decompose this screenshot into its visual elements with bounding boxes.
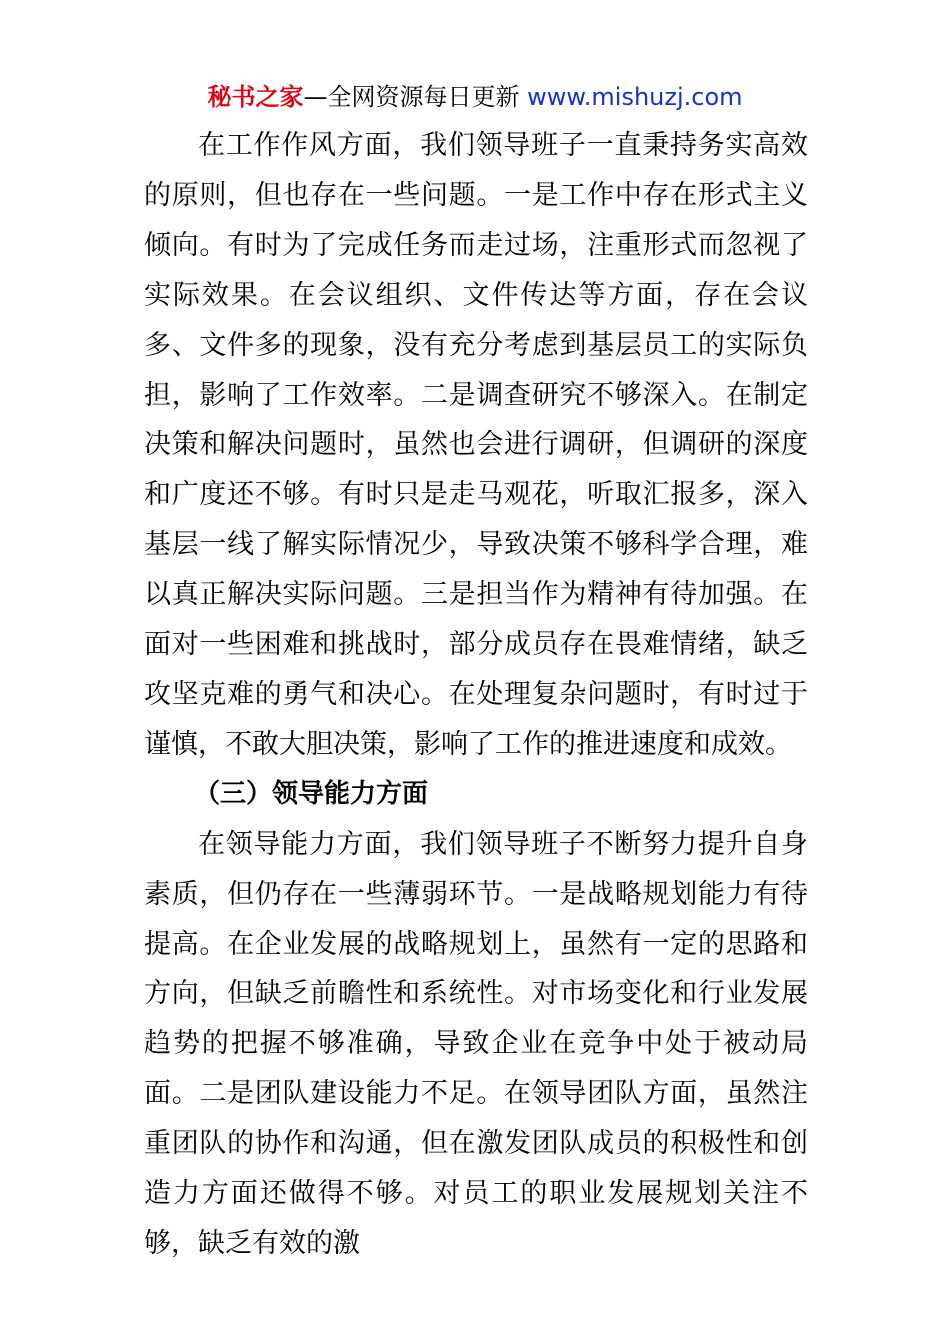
document-body xyxy=(144,121,808,1269)
paragraph-leadership-ability: 在领导能力方面，我们领导班子不断努力提升自身素质，但仍存在一些薄弱环节。一是战略规划能力有待提高。在企业发展的战略规划上，虽然有一定的思路和方向，但缺乏前瞻性和系统性。对市场变化和行业发展趋势的把握不够准确，导致企业在竞争中处于被动局面。二是团队建设能力不足。在领导团队方面，虽然注重团队的协作和沟通，但在激发团队成员的积极性和创造力方面还做得不够。对员工的职业发展规划关注不够，缺乏有效的激 xyxy=(144,828,808,1259)
website-link[interactable]: www.mishuzj.com xyxy=(527,83,743,111)
header-slogan: —全网资源每日更新 xyxy=(303,83,520,111)
page-header xyxy=(0,80,950,114)
paragraph-work-style: 在工作作风方面，我们领导班子一直秉持务实高效的原则，但也存在一些问题。一是工作中存在形式主义倾向。有时为了完成任务而走过场，注重形式而忽视了实际效果。在会议组织、文件传达等方面，存在会议多、文件多的现象，没有充分考虑到基层员工的实际负担，影响了工作效率。二是调查研究不够深入。在制定决策和解决问题时，虽然也会进行调研，但调研的深度和广度还不够。有时只是走马观花，听取汇报多，深入基层一线了解实际情况少，导致决策不够科学合理，难以真正解决实际问题。三是担当作为精神有待加强。在面对一些困难和挑战时，部分成员存在畏难情绪，缺乏攻坚克难的勇气和决心。在处理复杂问题时，有时过于谨慎，不敢大胆决策，影响了工作的推进速度和成效。 xyxy=(144,130,808,760)
section-heading-leadership: （三）领导能力方面 xyxy=(194,778,429,809)
brand-name: 秘书之家 xyxy=(207,83,304,111)
